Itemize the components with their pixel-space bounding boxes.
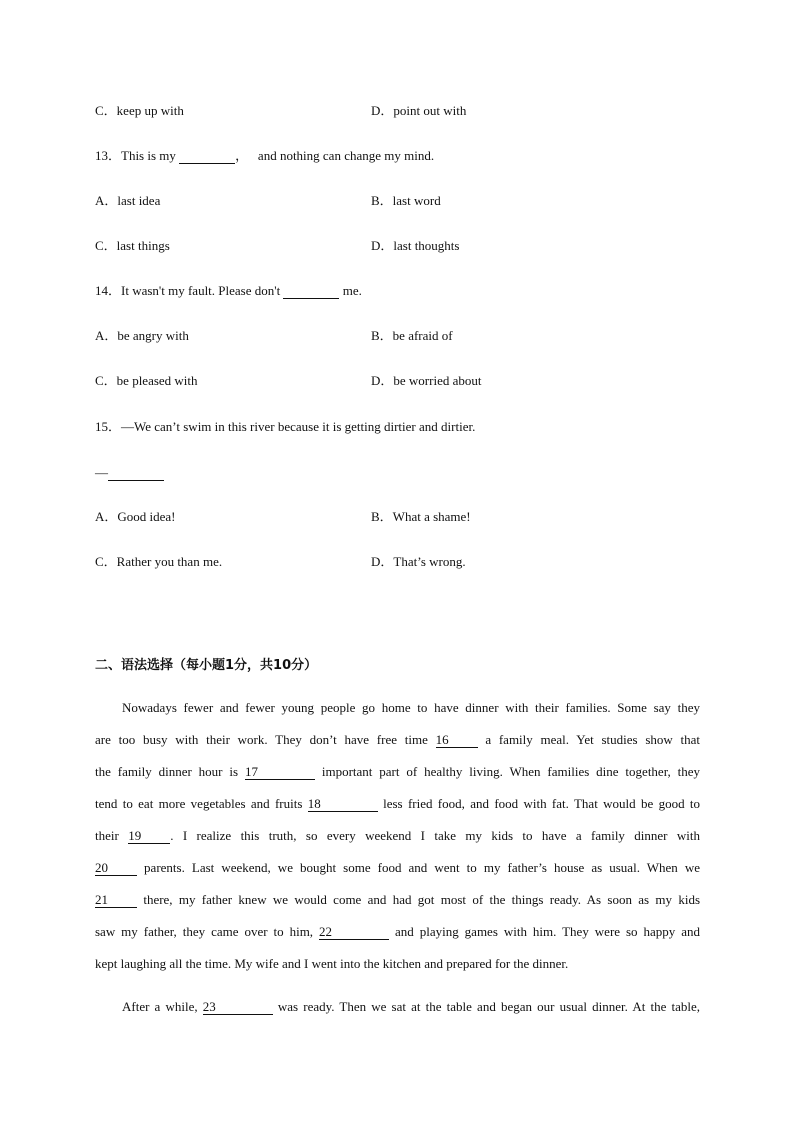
q15-option-c[interactable]: C．Rather you than me.: [95, 554, 223, 569]
blank-21[interactable]: 21: [95, 893, 137, 908]
passage-paragraph-2: [95, 991, 700, 1023]
passage-text: a family meal. Yet studies show that: [485, 732, 701, 747]
passage-line: [95, 788, 700, 820]
blank-20[interactable]: 20: [95, 861, 137, 876]
passage-text: their: [95, 828, 119, 843]
passage-line: [95, 884, 700, 916]
q14-stem-part1: 14．It wasn't my fault. Please don't: [95, 283, 281, 298]
passage-line: [95, 724, 700, 756]
passage-text: parents. Last weekend, we bought some food and went to my father’s house as usual. When we: [144, 860, 700, 875]
q15-blank[interactable]: [108, 466, 164, 481]
passage-text: important part of healthy living. When families dine together, they: [321, 764, 701, 779]
passage-line: kept laughing all the time. My wife and I went into the kitchen and prepared for the dinner.: [95, 956, 569, 971]
q13-stem: [95, 147, 434, 165]
q14-option-b[interactable]: B．be afraid of: [371, 328, 453, 343]
passage-text: are too busy with their work. They don’t have free time: [95, 732, 428, 747]
passage-text: the family dinner hour is: [95, 764, 239, 779]
q14-option-d[interactable]: D．be worried about: [371, 373, 482, 388]
passage-line: [95, 820, 700, 852]
passage-text: was ready. Then we sat at the table and began our usual dinner. At the table,: [277, 999, 700, 1014]
q13-option-a[interactable]: A．last idea: [95, 193, 161, 208]
passage-line: Nowadays fewer and fewer young people go home to have dinner with their families. Some say they: [122, 700, 700, 715]
q13-stem-part1: 13．This is my: [95, 148, 176, 163]
q14-stem: [95, 282, 362, 300]
blank-22[interactable]: 22: [319, 925, 389, 940]
q13-option-b[interactable]: B．last word: [371, 193, 441, 208]
passage-line: [95, 991, 700, 1023]
q14-blank[interactable]: [283, 284, 339, 299]
passage-text: and playing games with him. They were so happy and: [395, 924, 701, 939]
q13-stem-part2: and nothing can change my mind.: [257, 148, 435, 163]
blank-17[interactable]: 17: [245, 765, 315, 780]
q12-option-c[interactable]: C．keep up with: [95, 103, 184, 118]
q14-option-a[interactable]: A．be angry with: [95, 328, 189, 343]
q13-option-d[interactable]: D．last thoughts: [371, 238, 460, 253]
passage-line: [95, 756, 700, 788]
q15-option-a[interactable]: A．Good idea!: [95, 509, 176, 524]
passage-text: tend to eat more vegetables and fruits: [95, 796, 303, 811]
q15-reply-dash: —: [95, 465, 108, 480]
blank-19[interactable]: 19: [128, 829, 170, 844]
q13-option-c[interactable]: C．last things: [95, 238, 170, 253]
passage-text: saw my father, they came over to him,: [95, 924, 314, 939]
passage-line: [95, 852, 700, 884]
q13-blank[interactable]: [179, 149, 235, 164]
blank-16[interactable]: 16: [436, 733, 478, 748]
q12-option-d[interactable]: D．point out with: [371, 103, 467, 118]
section-title: 二、语法选择（每小题1分，共10分）: [95, 658, 318, 673]
q13-stem-comma: ，: [235, 148, 249, 163]
q15-option-b[interactable]: B．What a shame!: [371, 509, 471, 524]
passage-text: After a while,: [122, 999, 198, 1014]
q14-stem-part2: me.: [342, 283, 362, 298]
q15-option-d[interactable]: D．That’s wrong.: [371, 554, 466, 569]
q14-option-c[interactable]: C．be pleased with: [95, 373, 198, 388]
blank-23[interactable]: 23: [203, 1000, 273, 1015]
passage-text: there, my father knew we would come and had got most of the things ready. As soon as my kids: [143, 892, 701, 907]
blank-18[interactable]: 18: [308, 797, 378, 812]
passage-line: [95, 916, 700, 948]
q15-reply: [95, 464, 164, 482]
passage-paragraph-1: [95, 692, 700, 980]
passage-text: less fried food, and food with fat. That would be good to: [383, 796, 701, 811]
passage-text: . I realize this truth, so every weekend I take my kids to have a family dinner with: [170, 828, 701, 843]
q15-stem: 15．—We can’t swim in this river because it is getting dirtier and dirtier.: [95, 419, 476, 434]
